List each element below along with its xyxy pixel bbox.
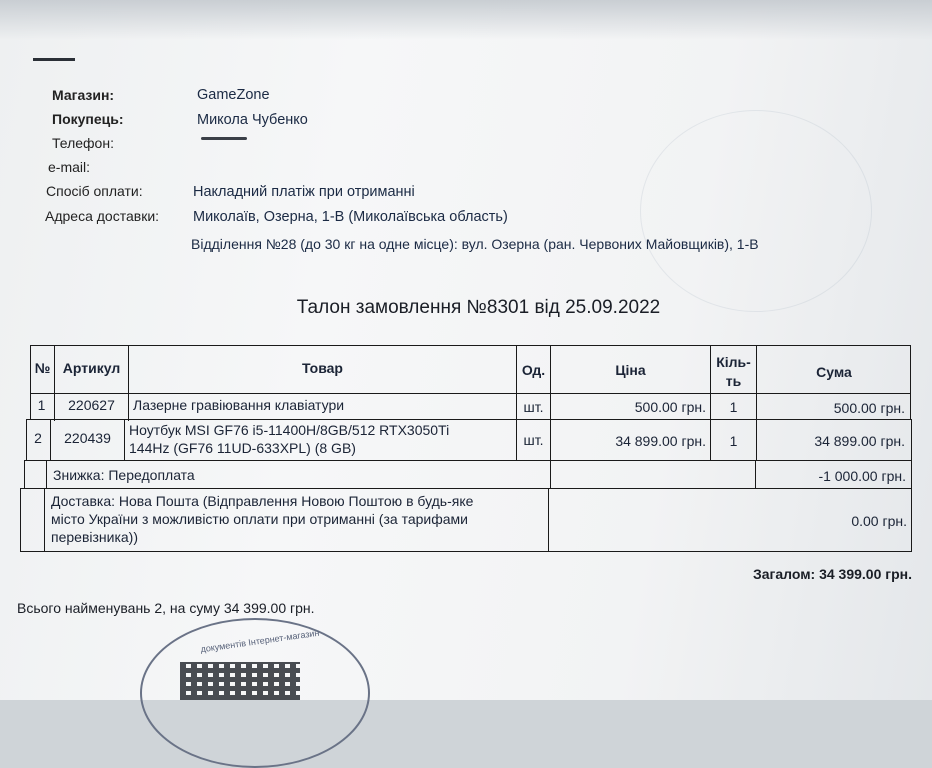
discount-label: Знижка: Передоплата — [53, 467, 195, 483]
header-product: Товар — [302, 360, 343, 376]
address-label: Адреса доставки: — [45, 208, 160, 224]
row-2-sku: 220439 — [64, 430, 111, 446]
row-2-product-line-2: 144Hz (GF76 11UD-633XPL) (8 GB) — [129, 440, 356, 456]
qr-code-icon — [180, 662, 300, 700]
buyer-value: Микола Чубенко — [197, 112, 308, 128]
address-line-1: Миколаїв, Озерна, 1-В (Миколаївська область) — [193, 209, 508, 225]
payment-label: Спосіб оплати: — [46, 183, 143, 199]
header-price: Ціна — [615, 362, 646, 378]
grand-total: Загалом: 34 399.00 грн. — [752, 566, 912, 582]
shop-label: Магазин: — [52, 87, 115, 103]
header-qty-line-1: Кіль- — [716, 354, 751, 370]
row-1-num: 1 — [37, 397, 46, 413]
header-unit: Од. — [521, 362, 546, 378]
delivery-line-2: місто України з можливістю оплати при отриманні (за тарифами — [51, 511, 468, 527]
row-1-qty: 1 — [729, 399, 738, 415]
row-1-unit: шт. — [523, 399, 544, 415]
payment-value: Накладний платіж при отриманні — [193, 184, 415, 200]
row-2-num: 2 — [34, 430, 42, 446]
row-2-qty: 1 — [729, 433, 738, 449]
shop-value: GameZone — [197, 87, 270, 103]
row-2-price: 34 899.00 грн. — [615, 433, 706, 449]
dash-mark — [33, 58, 75, 61]
header-sku: Артикул — [62, 360, 121, 376]
redacted-mark — [201, 137, 247, 140]
shadow — [0, 0, 932, 40]
row-2-unit: шт. — [523, 432, 544, 448]
delivery-line-3: перевізника)) — [51, 529, 139, 545]
row-1-sku: 220627 — [68, 397, 115, 413]
order-title: Талон замовлення №8301 від 25.09.2022 — [296, 297, 661, 318]
phone-label: Телефон: — [52, 135, 114, 151]
header-num: № — [34, 360, 51, 376]
delivery-sum: 0.00 грн. — [851, 513, 907, 529]
row-1-sum: 500.00 грн. — [833, 400, 905, 416]
email-label: e-mail: — [48, 159, 91, 175]
address-line-2: Відділення №28 (до 30 кг на одне місце): вул. Озерна (ран. Червоних Майовщиків), 1-В — [191, 236, 759, 252]
row-1-product: Лазерне гравіювання клавіатури — [133, 397, 345, 413]
header-qty-line-2: ть — [725, 373, 742, 389]
row-2-sum: 34 899.00 грн. — [814, 433, 905, 449]
faint-stamp-imprint — [640, 110, 872, 312]
items-summary: Всього найменувань 2, на суму 34 399.00 грн. — [17, 600, 315, 616]
header-sum: Сума — [816, 364, 852, 380]
discount-sum: -1 000.00 грн. — [818, 468, 906, 484]
row-1-price: 500.00 грн. — [634, 399, 706, 415]
buyer-label: Покупець: — [52, 111, 124, 127]
row-2-product-line-1: Ноутбук MSI GF76 i5-11400H/8GB/512 RTX3050Ti — [129, 422, 450, 438]
stamp-text: документів Інтернет-магазин — [199, 627, 320, 655]
delivery-line-1: Доставка: Нова Пошта (Відправлення Новою Поштою в будь-яке — [51, 493, 474, 509]
